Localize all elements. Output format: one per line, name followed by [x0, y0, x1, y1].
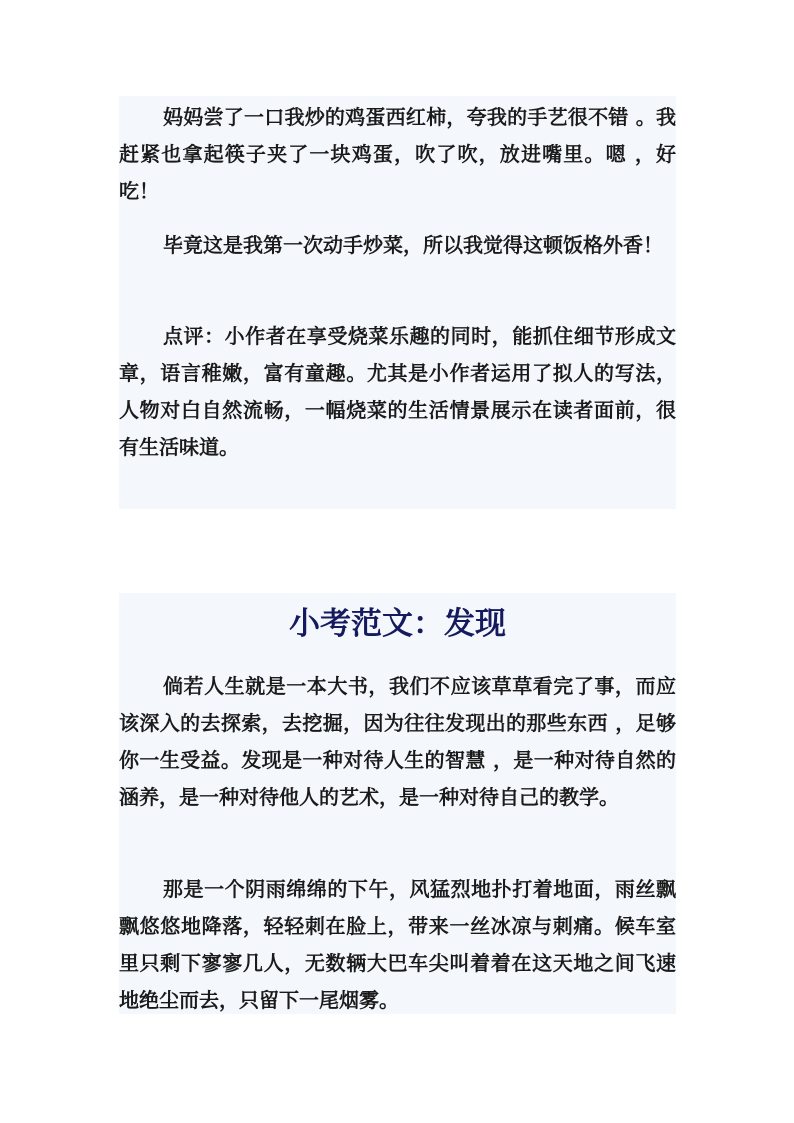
paragraph: 倘若人生就是一本大书，我们不应该草草看完了事，而应该深入的去探索，去挖掘，因为往往发现出的那些东西 ，足够你一生受益。发现是一种对待人生的智慧 ，是一种对待自然的涵养，是一种对待他人的艺术，是一种对待自己的教学。 [119, 674, 676, 809]
essay-title: 小考范文：发现 [289, 606, 506, 642]
commentary-paragraph: 点评：小作者在享受烧菜乐趣的同时，能抓住细节形成文章，语言稚嫩，富有童趣。尤其是小作者运用了拟人的写法，人物对白自然流畅，一幅烧菜的生活情景展示在读者面前，很有生活味道。 [119, 324, 676, 459]
paragraph: 毕竟这是我第一次动手炒菜，所以我觉得这顿饭格外香！ [163, 233, 663, 257]
model-essay-section [119, 593, 676, 1014]
essay-excerpt-section [119, 96, 676, 509]
paragraph: 那是一个阴雨绵绵的下午，风猛烈地扑打着地面，雨丝飘飘悠悠地降落，轻轻刺在脸上，带来一丝冰凉与刺痛。候车室里只剩下寥寥几人，无数辆大巴车尖叫着着在这天地之间飞速地绝尘而去，只留下一尾烟雾。 [119, 877, 676, 1012]
paragraph: 妈妈尝了一口我炒的鸡蛋西红柿，夸我的手艺很不错 。我赶紧也拿起筷子夹了一块鸡蛋，吹了吹，放进嘴里。嗯 ，好吃！ [119, 105, 676, 203]
